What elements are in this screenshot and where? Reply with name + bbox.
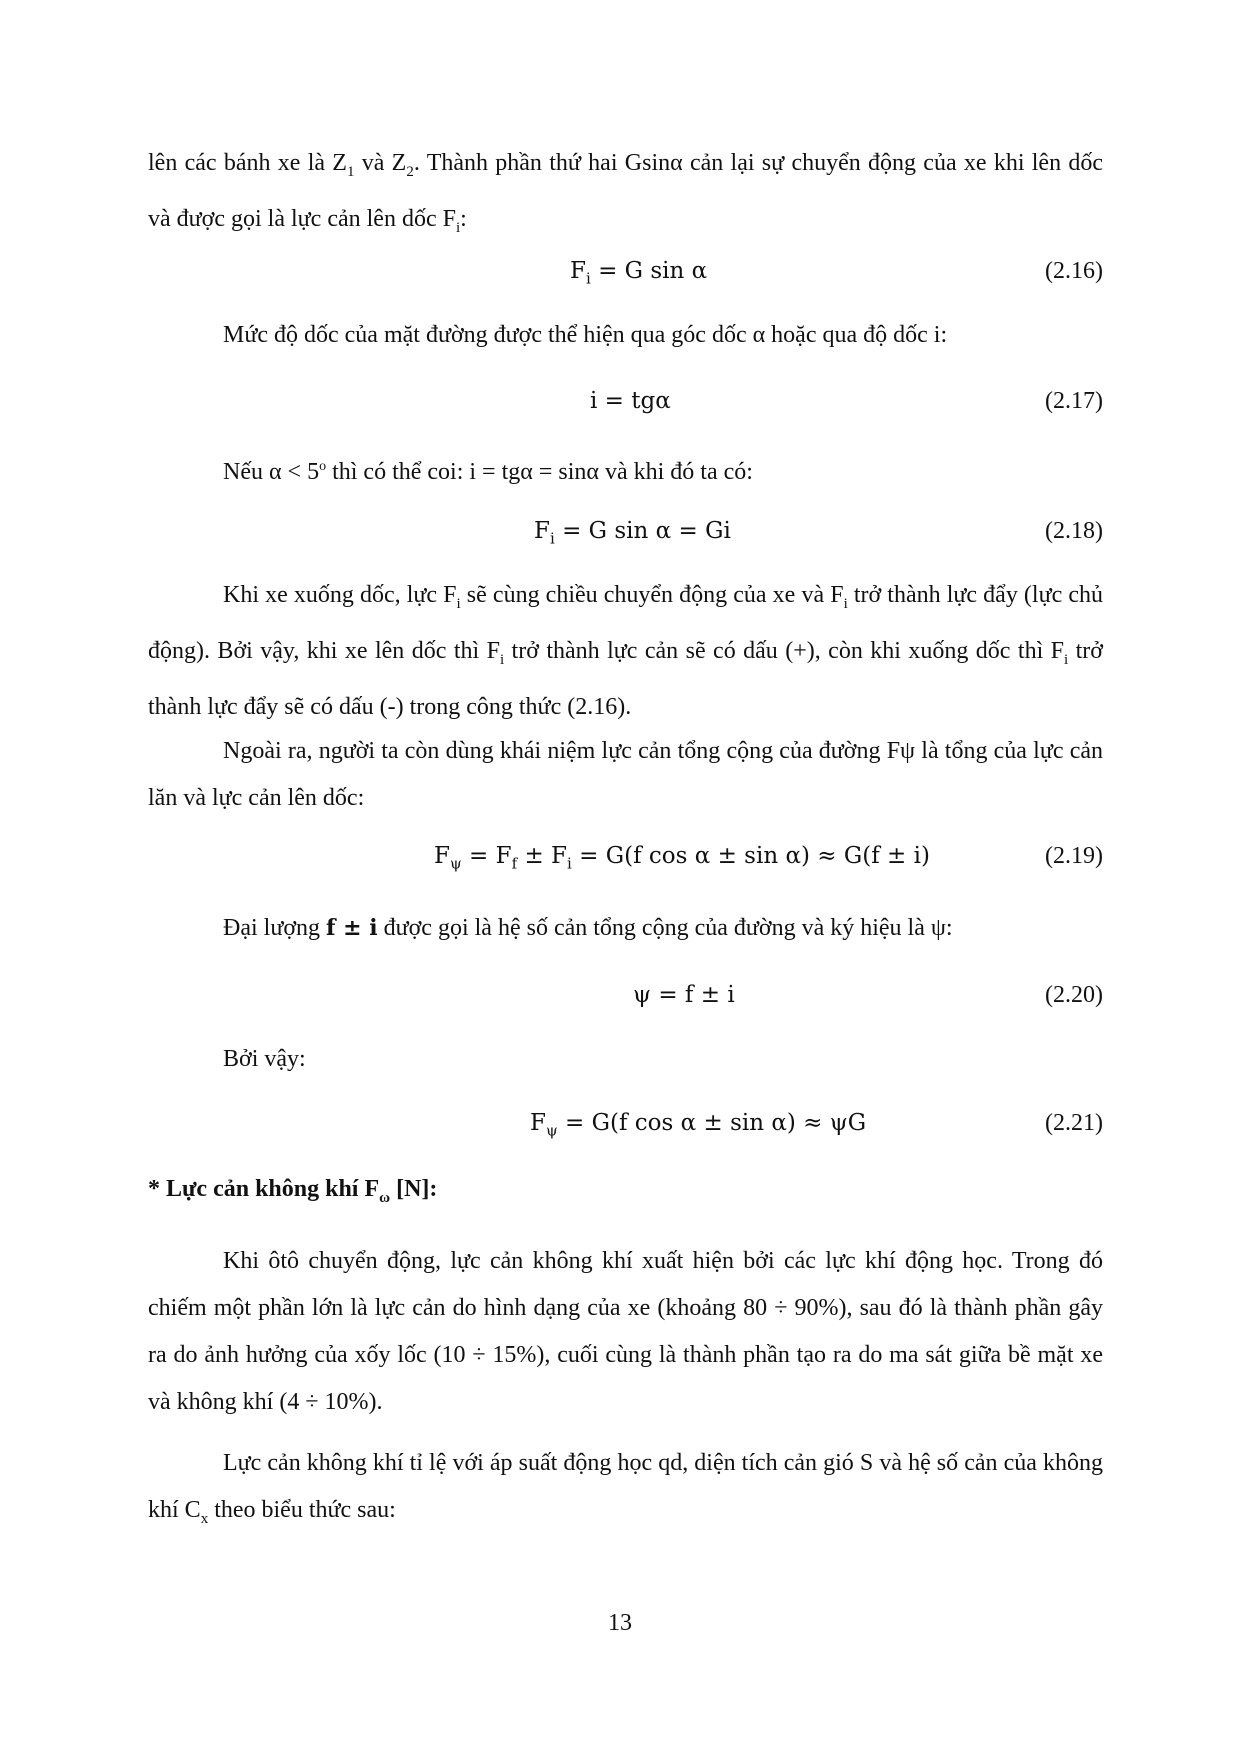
equation-number: (2.18) — [1045, 518, 1103, 544]
paragraph-aerodynamics: Khi ôtô chuyển động, lực cản không khí xuất hiện bởi các lực khí động học. Trong đó chiếm một phần lớn là lực cản do hình dạng của xe (khoảng 80 ÷ 90%), sau đó là thành phần gây ra do ảnh hưởng của xốy lốc (10 ÷ 15%), cuối cùng là thành phần tạo ra do ma sát giữa bề mặt xe và không khí (4 ÷ 10%). — [148, 1248, 1103, 1415]
equation-number: (2.17) — [1045, 388, 1103, 414]
equation-number: (2.21) — [1045, 1110, 1103, 1136]
equation-2-16: $F_i = G$ sin α (2.16) — [570, 258, 1103, 288]
paragraph-therefore: Bởi vậy: — [223, 1046, 306, 1072]
equation-2-20: ψ = f ± i (2.20) — [633, 982, 1103, 1008]
equation-2-21: $F_\psi = G(f$ cos α ± sin α) ≈ ψG (2.21) — [530, 1110, 1103, 1140]
equation-number: (2.20) — [1045, 982, 1103, 1008]
equation-number: (2.19) — [1045, 843, 1103, 869]
paragraph-downhill: Khi xe xuống dốc, lực $F_i$ sẽ cùng chiều chuyển động của xe và $F_i$ trở thành lực đẩy (lực chủ động). Bởi vậy, khi xe lên dốc thì $F_i$ trở thành lực cản sẽ có dấu (+), còn khi xuống dốc thì $F_i$ trở thành lực đẩy sẽ có dấu (-) trong công thức (2.16). — [148, 582, 1104, 720]
paragraph-total-resistance: Ngoài ra, người ta còn dùng khái niệm lực cản tổng cộng của đường Fψ là tổng của lực cản lăn và lực cản lên dốc: — [148, 738, 1103, 811]
equation-2-19: $F_\psi = F_f \pm F_i = G(f$ cos α ± sin α) ≈ G(f ± i) (2.19) — [434, 843, 1103, 873]
paragraph-continuation: lên các bánh xe là $Z_1$ và $Z_2$. Thành phần thứ hai Gsinα cản lại sự chuyển động của xe khi lên dốc và được gọi là lực cản lên dốc $F_i$: — [148, 150, 1104, 236]
page-number: 13 — [608, 1610, 632, 1636]
section-heading-air-resistance: * Lực cản không khí $F_\omega$ [N]: — [148, 1176, 438, 1206]
paragraph-small-angle: Nếu $\alpha < 5^o$ thì có thể coi: i = tgα = sinα và khi đó ta có: — [223, 459, 753, 485]
equation-2-17: i = tgα (2.17) — [590, 388, 1103, 414]
paragraph-air-formula-intro: Lực cản không khí tỉ lệ với áp suất động học qd, diện tích cản gió S và hệ số cản của không khí $C_x$ theo biểu thức sau: — [148, 1450, 1103, 1527]
paragraph-coefficient: Đại lượng f ± i được gọi là hệ số cản tổng cộng của đường và ký hiệu là ψ: — [223, 915, 953, 941]
paragraph-slope-definition: Mức độ dốc của mặt đường được thể hiện qua góc dốc α hoặc qua độ dốc i: — [223, 322, 948, 348]
equation-number: (2.16) — [1045, 258, 1103, 284]
equation-2-18: $F_i = G$ sin α = Gi (2.18) — [534, 518, 1103, 548]
